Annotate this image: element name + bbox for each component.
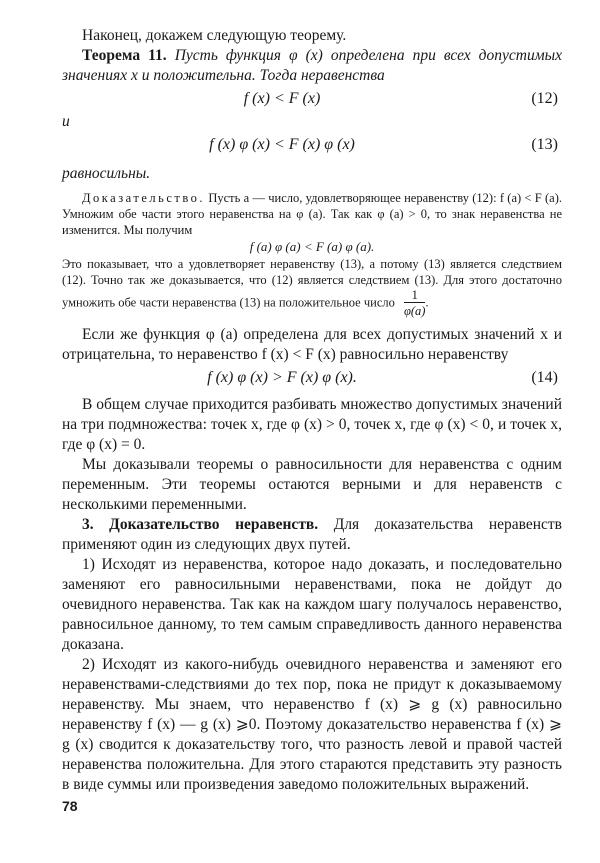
proof-word: Доказательство.	[82, 191, 206, 205]
fraction-denominator: φ(a)	[403, 304, 426, 318]
fraction-one-over-phi	[403, 288, 429, 319]
formula-14	[62, 365, 562, 391]
fraction-numerator: 1	[404, 288, 426, 303]
proof-text: Пусть a — число, удовлетворяющее неравенству (12): f (a) < F (a). Умножим обе части этого неравенства на φ (a). Так как φ (a) > 0, то знак неравенства не изменится. Мы получим	[62, 191, 563, 237]
formula-13	[62, 132, 562, 158]
theorem-statement	[62, 46, 562, 86]
formula-12	[62, 86, 562, 112]
theorem-label: Теорема 11.	[82, 47, 167, 64]
conjunction-i: и	[62, 113, 70, 130]
item-2-paragraph: 2) Исходят из какого-нибудь очевидного неравенства и заменяют его неравенствами-следствиями до тех пор, пока не придут к доказываемому неравенству. Мы знаем, что неравенство f (x) ⩾ g (x) равносильно неравенству f (x) — g (x) ⩾0. Поэтому доказательство неравенства f (x) ⩾ g (x) сводится к доказательству того, что разность левой и правой частей неравенства положительна. Для этого стараются представить эту разность в виде суммы или произведения заведомо положительных выражений.	[62, 656, 562, 793]
proof-after: Это показывает, что a удовлетворяет неравенству (13), а потому (13) является следствием (12). Точно так же доказывается, что (12) является следствием (13). Для этого достаточно умножить обе части неравенства (13) на положительное число	[62, 257, 562, 310]
formula-13-number: (13)	[531, 136, 558, 153]
general-case-paragraph: В общем случае приходится разбивать множество допустимых значений на три подмножества: точек x, где φ (x) > 0, точек x, где φ (x) < 0, и точек x, где φ (x) = 0.	[62, 396, 562, 453]
equivalent-text: равносильны.	[62, 165, 151, 182]
formula-14-expr: f (x) φ (x) > F (x) φ (x).	[207, 369, 357, 386]
page-number: 78	[62, 798, 78, 814]
proof-paragraph	[62, 190, 562, 238]
page-content	[62, 26, 562, 795]
several-variables-paragraph: Мы доказывали теоремы о равносильности для неравенства с одним переменным. Эти теоремы остаются верными и для неравенств с несколькими переменными.	[62, 456, 562, 513]
fraction-period: .	[425, 295, 429, 310]
proof-continuation	[62, 256, 562, 319]
negative-paragraph: Если же функция φ (a) определена для всех допустимых значений x и отрицательна, то неравенство f (x) < F (x) равносильно неравенству	[62, 326, 562, 363]
formula-12-expr: f (x) < F (x)	[243, 90, 321, 107]
proof-formula: f (a) φ (a) < F (a) φ (a).	[249, 239, 375, 254]
section-3-text: Для доказательства неравенств применяют один из следующих двух путей.	[62, 516, 563, 553]
item-1-paragraph: 1) Исходят из неравенства, которое надо доказать, и последовательно заменяют его равносильными неравенствами, пока не дойдут до очевидного неравенства. Так как на каждом шагу получалось неравенство, равносильное данному, то тем самым справедливость данного неравенства доказана.	[62, 556, 562, 653]
theorem-text: Пусть функция φ (x) определена при всех допустимых значениях x и положительна. Тогда неравенства	[62, 47, 562, 84]
section-3-heading: 3. Доказательство неравенств.	[82, 516, 319, 533]
formula-13-expr: f (x) φ (x) < F (x) φ (x)	[209, 136, 355, 153]
formula-12-number: (12)	[531, 90, 558, 107]
formula-14-number: (14)	[531, 369, 558, 386]
section-3-paragraph	[62, 515, 562, 555]
intro-text: Наконец, докажем следующую теорему.	[82, 27, 347, 44]
